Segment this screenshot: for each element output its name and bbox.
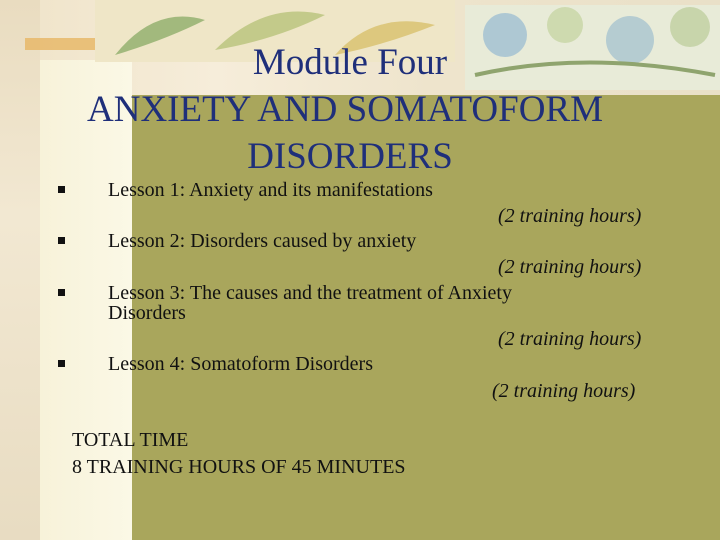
lesson-3-hours: (2 training hours) [498, 328, 642, 350]
title-line-1: Module Four [252, 42, 448, 83]
lesson-3-label-line-2: Disorders [108, 302, 186, 324]
lesson-4-hours: (2 training hours) [492, 380, 636, 402]
lesson-1-label: Lesson 1: Anxiety and its manifestations [108, 179, 433, 201]
square-bullet-icon [58, 360, 65, 367]
lesson-2-label: Lesson 2: Disorders caused by anxiety [108, 230, 417, 252]
title-line-2: ANXIETY AND SOMATOFORM [87, 89, 603, 130]
lesson-3-label-line-1: Lesson 3: The causes and the treatment of Anxiety [108, 282, 512, 304]
square-bullet-icon [58, 237, 65, 244]
total-hours-label: 8 TRAINING HOURS OF 45 MINUTES [72, 456, 406, 478]
total-time-label: TOTAL TIME [72, 429, 189, 451]
lesson-4-label: Lesson 4: Somatoform Disorders [108, 353, 373, 375]
lesson-2-hours: (2 training hours) [498, 256, 642, 278]
square-bullet-icon [58, 289, 65, 296]
square-bullet-icon [58, 186, 65, 193]
left-texture [0, 0, 40, 540]
lesson-1-hours: (2 training hours) [498, 205, 642, 227]
title-line-3: DISORDERS [247, 136, 453, 177]
